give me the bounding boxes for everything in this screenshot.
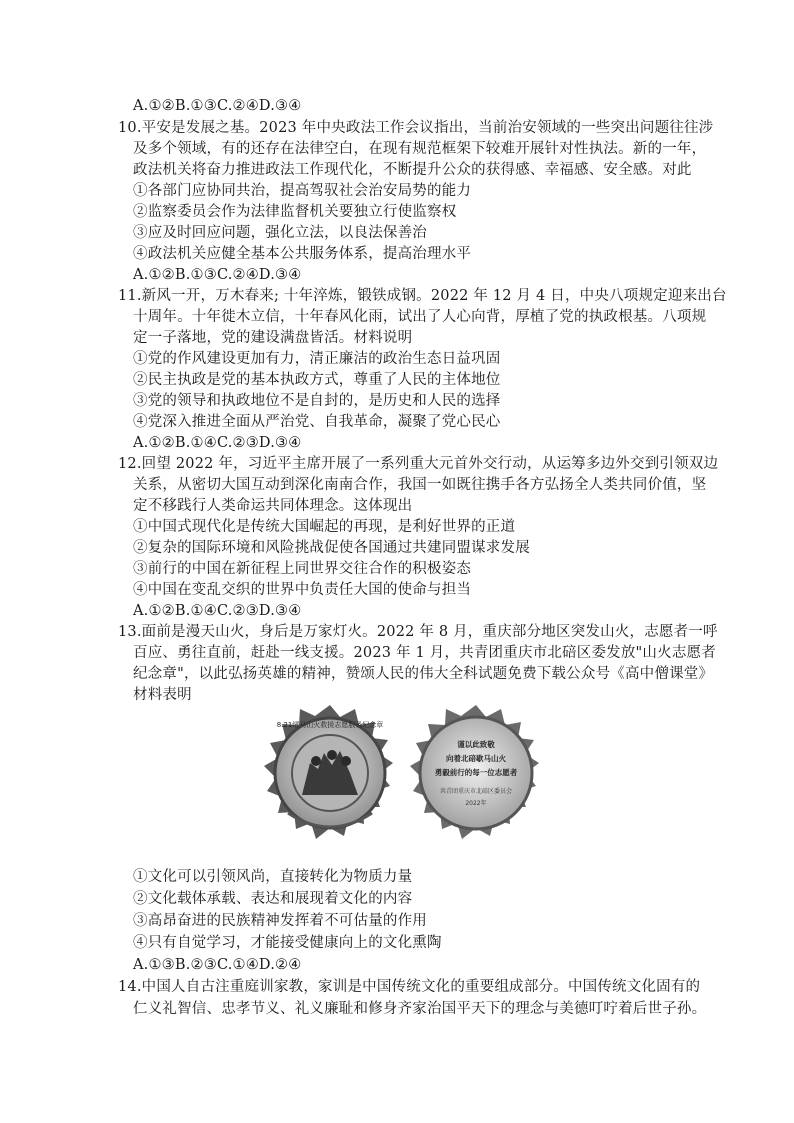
q10-option-2: ②监察委员会作为法律监督机关要独立行使监察权 [133,204,457,220]
q10-stem-line1: 10.平安是发展之基。2023 年中央政法工作会议指出，当前治安领域的一些突出问题往往涉 [118,120,714,136]
medal-back-line3: 勇毅前行的每一位志愿者 [434,768,518,777]
q10-answer-options: A.①②B.①③C.②④D.③④ [133,267,302,283]
q11-option-1: ①党的作风建设更加有力，清正廉洁的政治生态日益巩固 [133,351,501,367]
medal-front-ring-text: 8.21缙马山火救援志愿服务纪念章 [276,721,384,729]
q13-option-4: ④只有自觉学习，才能接受健康向上的文化熏陶 [133,935,442,951]
q10-option-4: ④政法机关应健全基本公共服务体系，提高治理水平 [133,246,472,262]
medal-front [264,705,393,839]
medal-back-line5: 2022年 [465,800,487,807]
q11-stem-line3: 定一子落地，党的建设满盘皆活。材料说明 [133,330,413,346]
medal-back-line1: 谨以此致敬 [457,740,495,749]
q12-answer-options: A.①②B.①④C.②③D.③④ [133,603,302,619]
q13-option-3: ③高昂奋进的民族精神发挥着不可估量的作用 [133,913,427,929]
q12-option-3: ③前行的中国在新征程上同世界交往合作的积极姿态 [133,561,472,577]
q14-stem-line2: 仁义礼智信、忠孝节义、礼义廉耻和修身齐家治国平天下的理念与美德叮咛着后世子孙。 [133,1001,707,1017]
volunteer-medal-image [258,703,548,855]
q11-stem-line1: 11.新风一开，万木春来; 十年淬炼，锻铁成钢。2022 年 12 月 4 日，中央八项规定迎来出台 [118,288,727,304]
q13-option-1: ①文化可以引领风尚，直接转化为物质力量 [133,869,413,885]
q13-option-2: ②文化载体承载、表达和展现着文化的内容 [133,891,413,907]
q11-option-3: ③党的领导和执政地位不是自封的，是历史和人民的选择 [133,393,501,409]
q13-answer-options: A.①③B.②③C.①④D.②④ [133,957,302,973]
q10-option-1: ①各部门应协同共治，提高驾驭社会治安局势的能力 [133,183,472,199]
q10-option-3: ③应及时回应问题，强化立法，以良法保善治 [133,225,427,241]
q12-stem-line3: 定不移践行人类命运共同体理念。这体现出 [133,498,413,514]
q10-stem-line3: 政法机关将奋力推进政法工作现代化，不断提升公众的获得感、幸福感、安全感。对此 [133,162,692,178]
q9-answer-options: A.①②B.①③C.②④D.③④ [133,98,302,114]
medal-back-line4: 共青团重庆市北碚区委员会 [439,788,513,795]
q12-option-2: ②复杂的国际环境和风险挑战促使各国通过共建同盟谋求发展 [133,540,530,556]
q13-stem-line3: 纪念章"，以此弘扬英雄的精神，赞颂人民的伟大全科试题免费下载公众号《高中僧课堂》 [133,666,714,682]
q14-stem-line1: 14.中国人自古注重庭训家教，家训是中国传统文化的重要组成部分。中国传统文化固有的 [118,979,701,995]
q12-option-1: ①中国式现代化是传统大国崛起的再现，是利好世界的正道 [133,519,516,535]
q11-option-2: ②民主执政是党的基本执政方式，尊重了人民的主体地位 [133,372,501,388]
q10-stem-line2: 及多个领域，有的还存在法律空白，在现有规范框架下较难开展针对性执法。新的一年， [133,141,707,157]
q13-stem-line2: 百应、勇往直前，赶赴一线支援。2023 年 1 月，共青团重庆市北碚区委发放"山火志愿者 [133,645,716,661]
q11-stem-line2: 十周年。十年徙木立信，十年春风化雨，试出了人心向背，厚植了党的执政根基。八项规 [133,309,707,325]
q11-answer-options: A.①②B.①④C.②③D.③④ [133,435,302,451]
medal-back [410,705,539,839]
q12-option-4: ④中国在变乱交织的世界中负责任大国的使命与担当 [133,582,472,598]
q13-stem-line4: 材料表明 [133,687,192,703]
q13-stem-line1: 13.面前是漫天山火，身后是万家灯火。2022 年 8 月，重庆部分地区突发山火，志愿者一呼 [118,624,718,640]
q11-option-4: ④党深入推进全面从严治党、自我革命，凝聚了党心民心 [133,414,501,430]
medal-back-line2: 向着北碚歇马山火 [446,754,506,763]
q12-stem-line1: 12.回望 2022 年，习近平主席开展了一系列重大元首外交行动，从运筹多边外交到引领双边 [118,456,719,472]
q12-stem-line2: 关系，从密切大国互动到深化南南合作，我国一如既往携手各方弘扬全人类共同价值，坚 [133,477,707,493]
